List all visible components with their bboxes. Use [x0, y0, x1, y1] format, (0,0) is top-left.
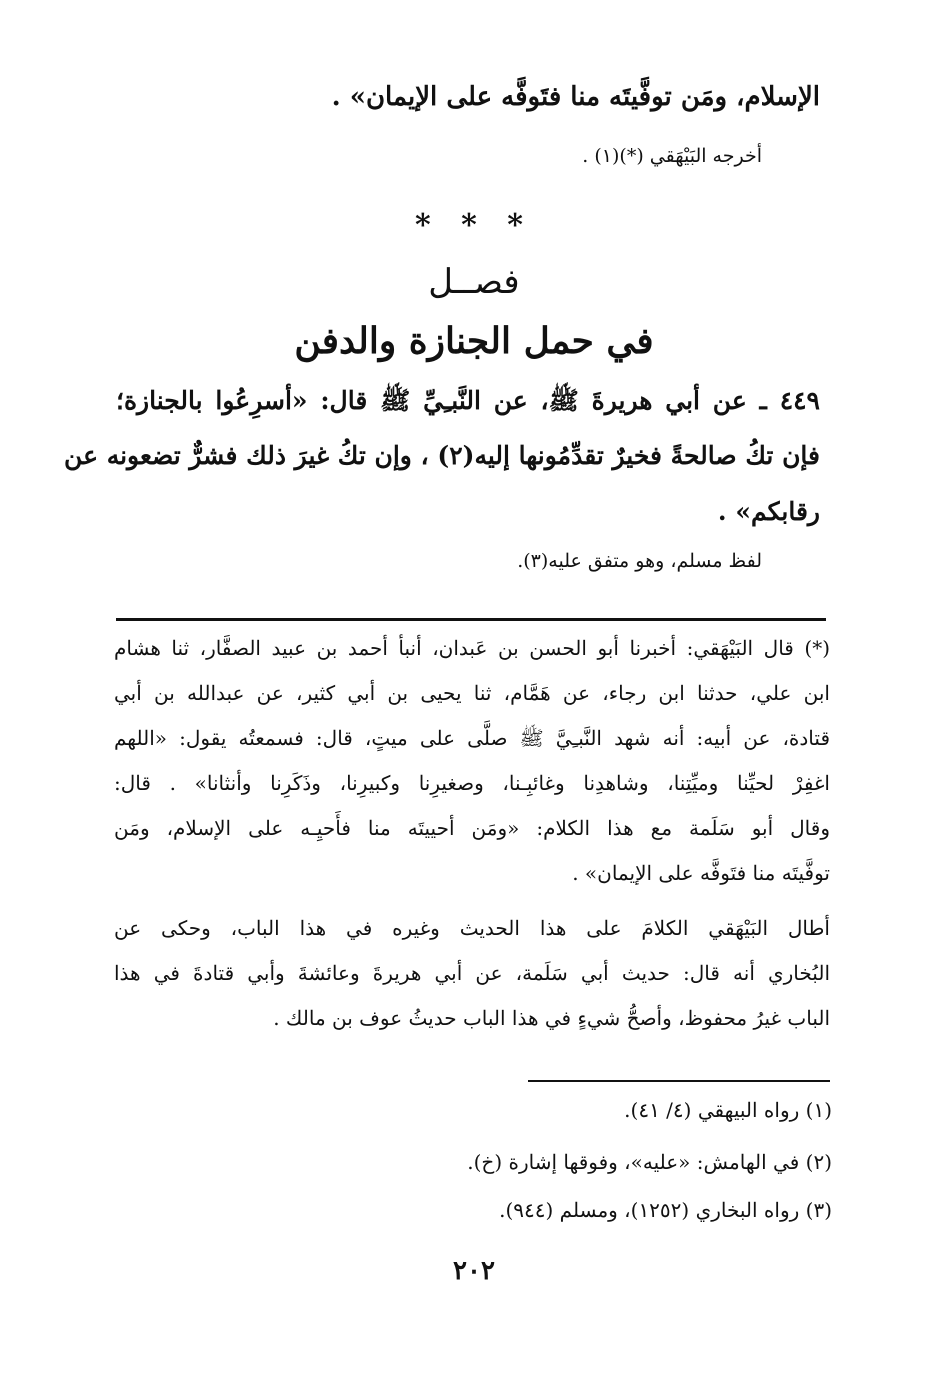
commentary-line: البُخاري أنه قال: حديث أبي سَلَمة، عن أبي هريرةَ وعائشةَ وأبي قتادةَ في هذا [114, 961, 830, 985]
commentary-line: توفَّيتَه منا فتَوفَّه على الإيمان» . [572, 861, 830, 885]
section-title: في حمل الجنازة والدفن [294, 320, 654, 362]
commentary-line: وقال أبو سَلَمة مع هذا الكلام: «ومَن أحييتَه منا فأَحيِـه على الإسلام، ومَن [114, 816, 830, 840]
commentary-line: أطال البَيْهَقي الكلامَ على هذا الحديث وغيره في هذا الباب، وحكى عن [114, 916, 830, 940]
commentary-line: (*) قال البَيْهَقي: أخبرنا أبو الحسن بن عَبدان، أنبأ أحمد بن عبيد الصفَّار، ثنا هشام [114, 636, 830, 660]
page-number: ٢٠٢ [453, 1256, 495, 1286]
commentary-line: الباب غيرُ محفوظ، وأصحُّ شيءٍ في هذا الباب حديثُ عوف بن مالك . [273, 1006, 830, 1030]
footnote-3: (٣) رواه البخاري (١٢٥٢)، ومسلم (٩٤٤). [499, 1198, 832, 1222]
commentary-line: قتادة، عن أبيه: أنه شهد النَّبـِيَّ ﷺ صلَّى على ميتٍ، قال: فسمعتُه يقول: «اللهم [114, 726, 831, 750]
hadith-source: لفظ مسلم، وهو متفق عليه(٣). [517, 550, 762, 572]
section-label: فصــل [428, 262, 520, 302]
footnote-1: (١) رواه البيهقي (٤/ ٤١). [624, 1098, 832, 1122]
hadith-line: رقابكم» . [717, 497, 820, 526]
opening-source: أخرجه البَيْهَقي (*)(١) . [582, 145, 762, 167]
opening-line: الإسلام، ومَن توفَّيتَه منا فتَوفَّه على الإيمان» . [331, 82, 820, 112]
commentary-line: اغفِرْ لحيِّنا وميِّتِنا، وشاهدِنا وغائبِـنا، وصغيرِنا وكبيرِنا، وذَكَرِنا وأنثانا» . قال: [114, 771, 830, 795]
footnote-2: (٢) في الهامش: «عليه»، وفوقها إشارة (خ). [467, 1150, 832, 1174]
hadith-line: ٤٤٩ ـ عن أبي هريرةَ ﷺ، عن النَّبـِيِّ ﷺ قال: «أسرِعُوا بالجنازة؛ [116, 386, 820, 415]
footnote-separator [528, 1080, 830, 1082]
commentary-line: ابن علي، حدثنا ابن رجاء، عن هَمَّام، ثنا يحيى بن أبي كثير، عن عبدالله بن أبي [114, 681, 830, 705]
commentary-separator [116, 618, 826, 621]
section-divider-stars: * * * [415, 208, 533, 243]
hadith-line: فإن تكُ صالحةً فخيرٌ تقدِّمُونها إليه(٢) ، وإن تكُ غيرَ ذلك فشرٌّ تضعونه عن [64, 441, 820, 470]
